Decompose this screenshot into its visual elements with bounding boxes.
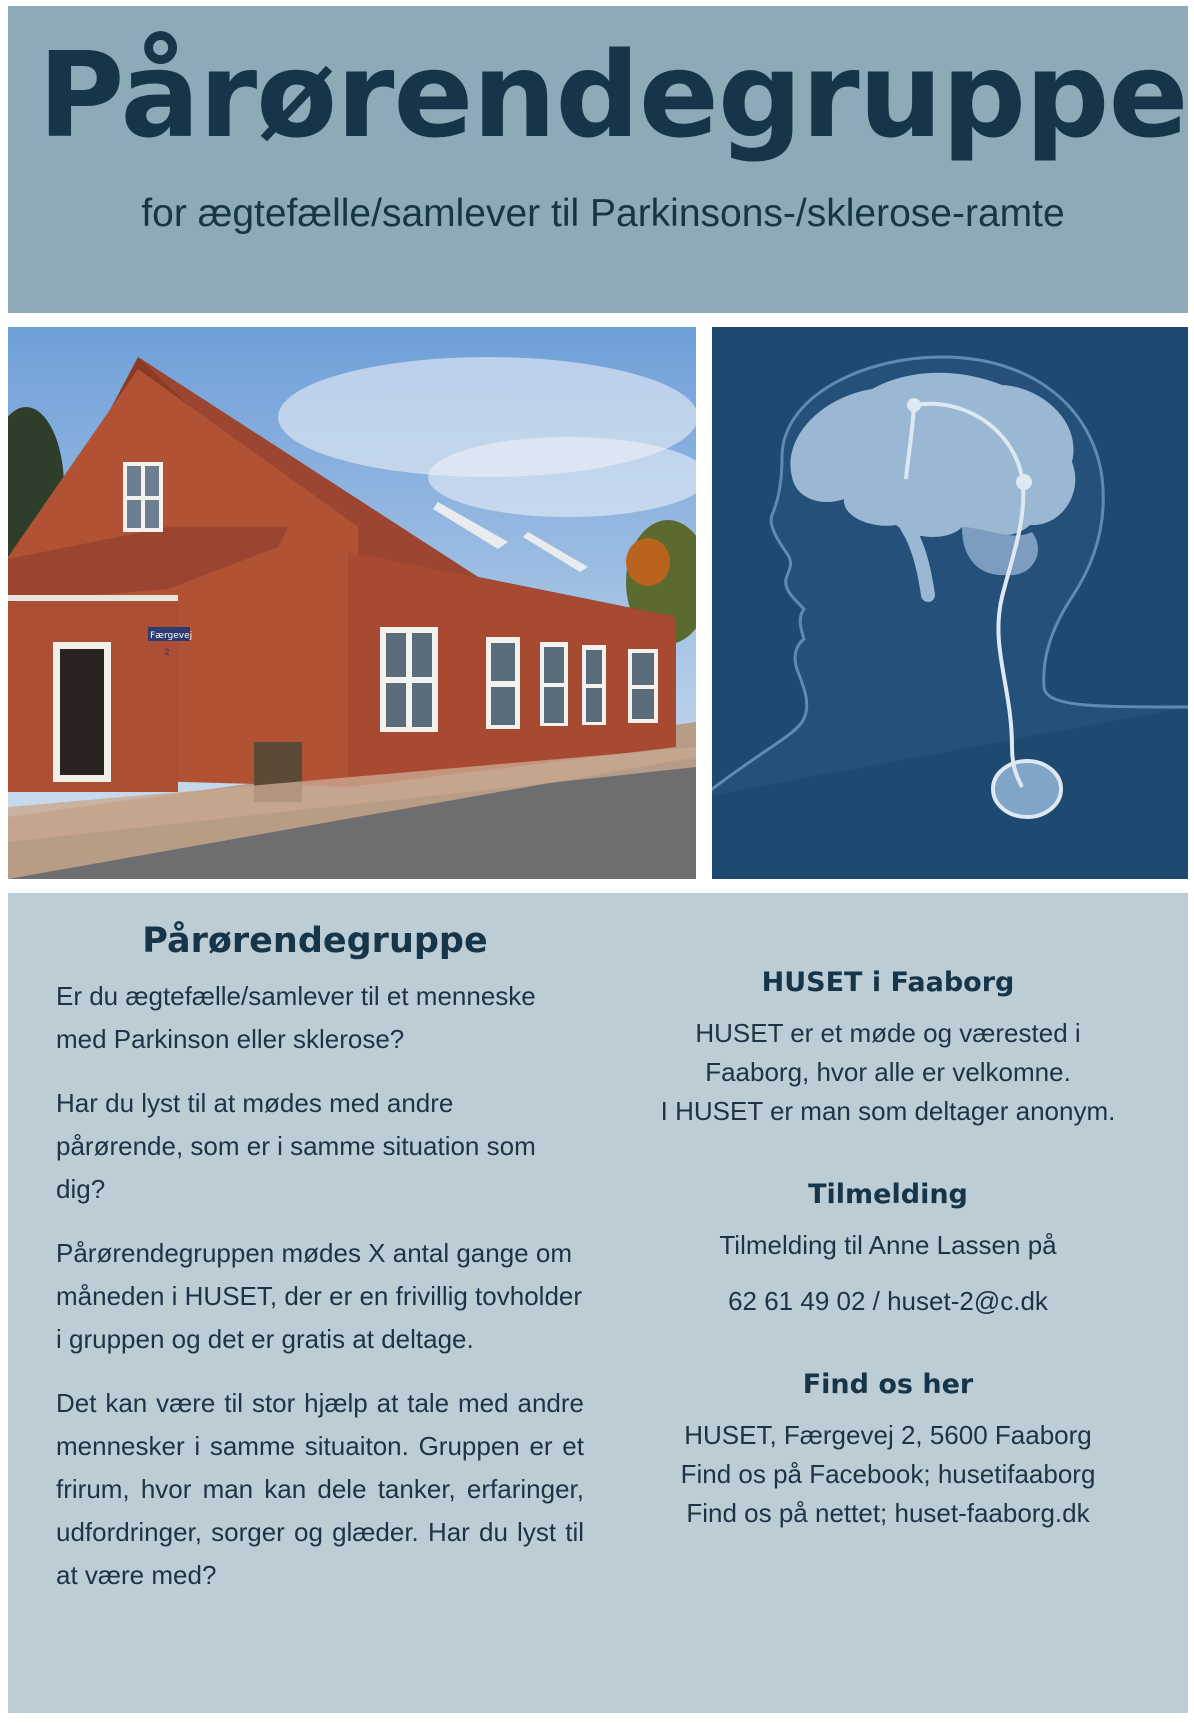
signup-section <box>638 1179 1138 1321</box>
brain-illustration <box>712 327 1188 879</box>
intro-paragraph: Har du lyst til at mødes med andre pårørende, som er i samme situation som dig? <box>56 1088 536 1204</box>
intro-paragraph: Det kan være til stor hjælp at tale med andre mennesker i samme situaiton. Gruppen er et frirum, hvor man kan dele tanker, erfaringer, udfordringer, sorger og glæder. Har du lyst til at være med? <box>56 1388 584 1590</box>
facebook-line: Find os på Facebook; husetifaaborg <box>680 1459 1096 1489</box>
website-line: Find os på nettet; huset-faaborg.dk <box>686 1498 1090 1528</box>
huset-line: I HUSET er man som deltager anonym. <box>660 1096 1116 1126</box>
house-number: 2 <box>164 648 170 658</box>
content-panel <box>8 893 1188 1713</box>
intro-heading: Pårørendegruppe <box>142 921 488 961</box>
signup-contact: 62 61 49 02 / huset-2@c.dk <box>728 1286 1048 1316</box>
address-line: HUSET, Færgevej 2, 5600 Faaborg <box>684 1420 1092 1450</box>
intro-paragraph: Er du ægtefælle/samlever til et menneske med Parkinson eller sklerose? <box>56 981 536 1054</box>
signup-heading: Tilmelding <box>808 1179 968 1210</box>
page-subtitle: for ægtefælle/samlever til Parkinsons-/sklerose-ramte <box>141 192 1065 235</box>
street-sign: Færgevej <box>150 631 193 641</box>
find-heading: Find os her <box>802 1369 974 1400</box>
head-brain-icon <box>712 327 1188 879</box>
huset-heading: HUSET i Faaborg <box>761 967 1015 998</box>
intro-column <box>56 921 584 1618</box>
header-banner <box>8 6 1188 313</box>
find-section <box>638 1369 1138 1533</box>
house-photo <box>8 327 696 879</box>
huset-line: Faaborg, hvor alle er velkomne. <box>705 1057 1071 1087</box>
huset-line: HUSET er et møde og værested i <box>695 1018 1081 1048</box>
huset-section <box>638 967 1138 1131</box>
page-title: Pårørendegruppe <box>38 26 1188 164</box>
house-illustration <box>8 327 696 879</box>
signup-line: Tilmelding til Anne Lassen på <box>719 1230 1057 1260</box>
info-column <box>638 967 1138 1581</box>
intro-paragraph: Pårørendegruppen mødes X antal gange om måneden i HUSET, der er en frivillig tovholder i gruppen og det er gratis at deltage. <box>56 1238 583 1354</box>
